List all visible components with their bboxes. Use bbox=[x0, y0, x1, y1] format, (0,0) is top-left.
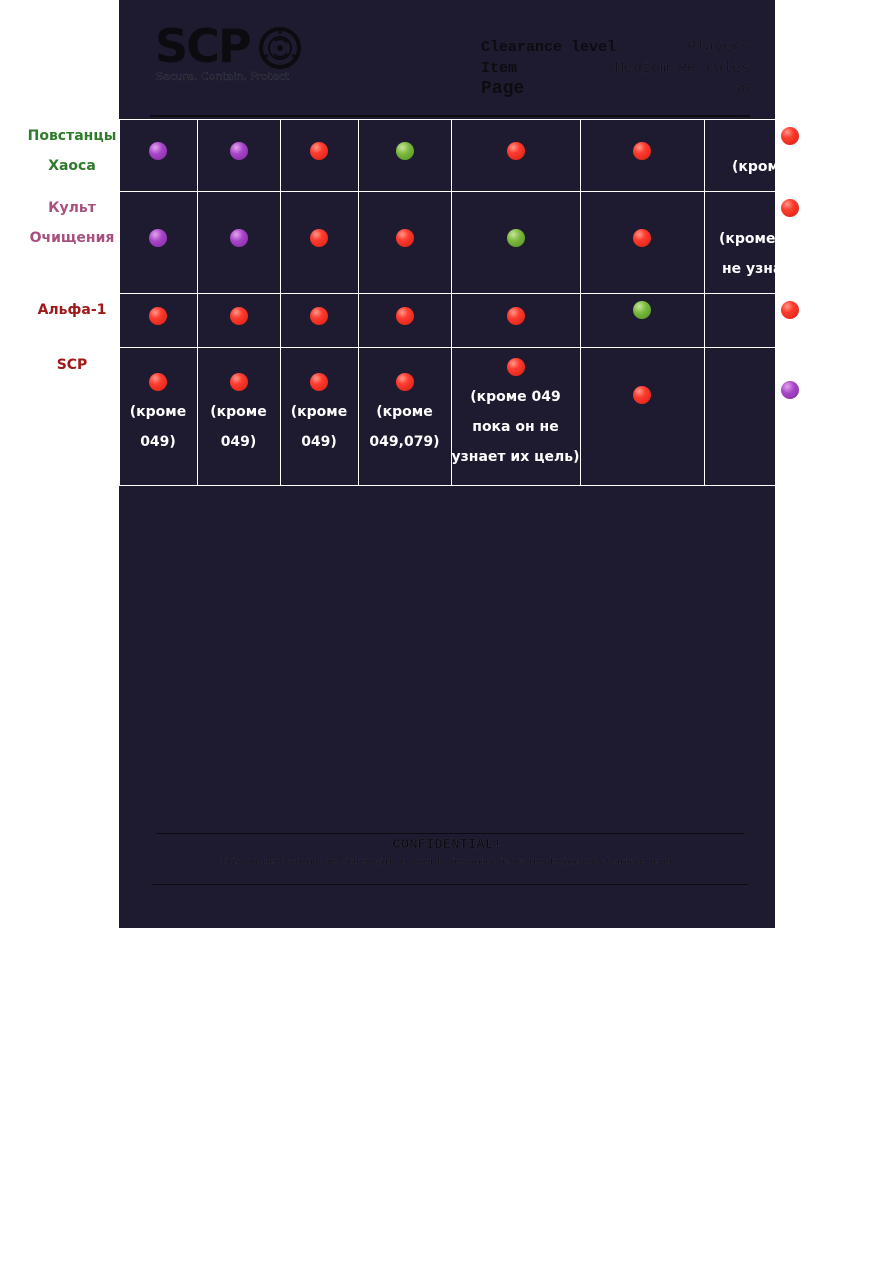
table-row-line bbox=[119, 347, 775, 348]
green-status-dot bbox=[633, 301, 651, 319]
table-column-line bbox=[580, 119, 581, 485]
cell-note: 049) bbox=[140, 434, 176, 450]
row-label: Альфа-1 bbox=[37, 302, 107, 318]
item-label: Item bbox=[481, 60, 518, 77]
cell-note: 049) bbox=[220, 434, 257, 450]
row-label: Хаоса bbox=[48, 158, 96, 174]
cell-note: не узнает их цель) bbox=[722, 261, 874, 277]
page-label: Page bbox=[481, 79, 525, 99]
scp-seal-icon bbox=[257, 25, 303, 71]
table-row-line bbox=[119, 191, 775, 192]
confidential-title: CONFIDENTIAL! bbox=[392, 837, 502, 853]
cell-note: 049,079) bbox=[369, 434, 440, 450]
red-status-dot bbox=[507, 307, 525, 325]
footer-top-rule bbox=[156, 833, 744, 834]
cell-note: (кроме 049 bbox=[470, 389, 561, 405]
red-status-dot bbox=[781, 199, 799, 217]
scp-logo bbox=[155, 19, 315, 88]
clearance-label: Clearance level bbox=[481, 39, 617, 56]
purple-status-dot bbox=[149, 142, 167, 160]
table-row-line bbox=[119, 119, 775, 120]
red-status-dot bbox=[396, 373, 414, 391]
cell-note: 049) bbox=[301, 434, 337, 450]
cell-note: (кроме bbox=[290, 404, 348, 420]
red-status-dot bbox=[396, 229, 414, 247]
item-value: Medium-RP-rules bbox=[614, 60, 750, 77]
purple-status-dot bbox=[230, 229, 248, 247]
row-label: Культ bbox=[48, 200, 96, 216]
cell-note: (кроме bbox=[210, 404, 267, 420]
logo-subtitle: Secure. Contain. Protect bbox=[156, 70, 290, 83]
red-status-dot bbox=[310, 229, 328, 247]
red-status-dot bbox=[310, 373, 328, 391]
red-status-dot bbox=[781, 127, 799, 145]
red-status-dot bbox=[149, 373, 167, 391]
red-status-dot bbox=[633, 229, 651, 247]
purple-status-dot bbox=[149, 229, 167, 247]
red-status-dot bbox=[230, 307, 248, 325]
cell-note: пока он не bbox=[472, 419, 559, 435]
cell-note: (кроме bbox=[376, 404, 433, 420]
red-status-dot bbox=[149, 307, 167, 325]
red-status-dot bbox=[633, 386, 651, 404]
red-status-dot bbox=[310, 307, 328, 325]
header-divider bbox=[150, 115, 750, 117]
red-status-dot bbox=[633, 142, 651, 160]
table-row-line bbox=[119, 485, 775, 486]
red-status-dot bbox=[781, 301, 799, 319]
red-status-dot bbox=[230, 373, 248, 391]
green-status-dot bbox=[507, 229, 525, 247]
cell-note: (кроме 049 пока он bbox=[719, 231, 877, 247]
cell-note: (кроме bbox=[129, 404, 187, 420]
red-status-dot bbox=[507, 358, 525, 376]
table-row-line bbox=[119, 293, 775, 294]
logo-text: SCP bbox=[155, 19, 250, 73]
footer-bottom-rule bbox=[152, 884, 748, 885]
document-sheet bbox=[119, 0, 775, 928]
purple-status-dot bbox=[230, 142, 248, 160]
confidential-notice: This document may not be shared with or used by personnel below the designated clearance level bbox=[221, 858, 673, 867]
purple-status-dot bbox=[781, 381, 799, 399]
row-label: Очищения bbox=[29, 230, 115, 246]
row-label: SCP bbox=[56, 357, 88, 373]
red-status-dot bbox=[310, 142, 328, 160]
cell-note: (кроме 049,079) bbox=[732, 159, 864, 175]
red-status-dot bbox=[396, 307, 414, 325]
cell-note: узнает их цель) bbox=[451, 449, 580, 465]
table-column-line bbox=[704, 119, 705, 485]
row-label: Повстанцы bbox=[27, 128, 117, 144]
clearance-value: Players bbox=[686, 39, 750, 56]
red-status-dot bbox=[507, 142, 525, 160]
green-status-dot bbox=[396, 142, 414, 160]
page-value: 66 bbox=[731, 81, 750, 98]
